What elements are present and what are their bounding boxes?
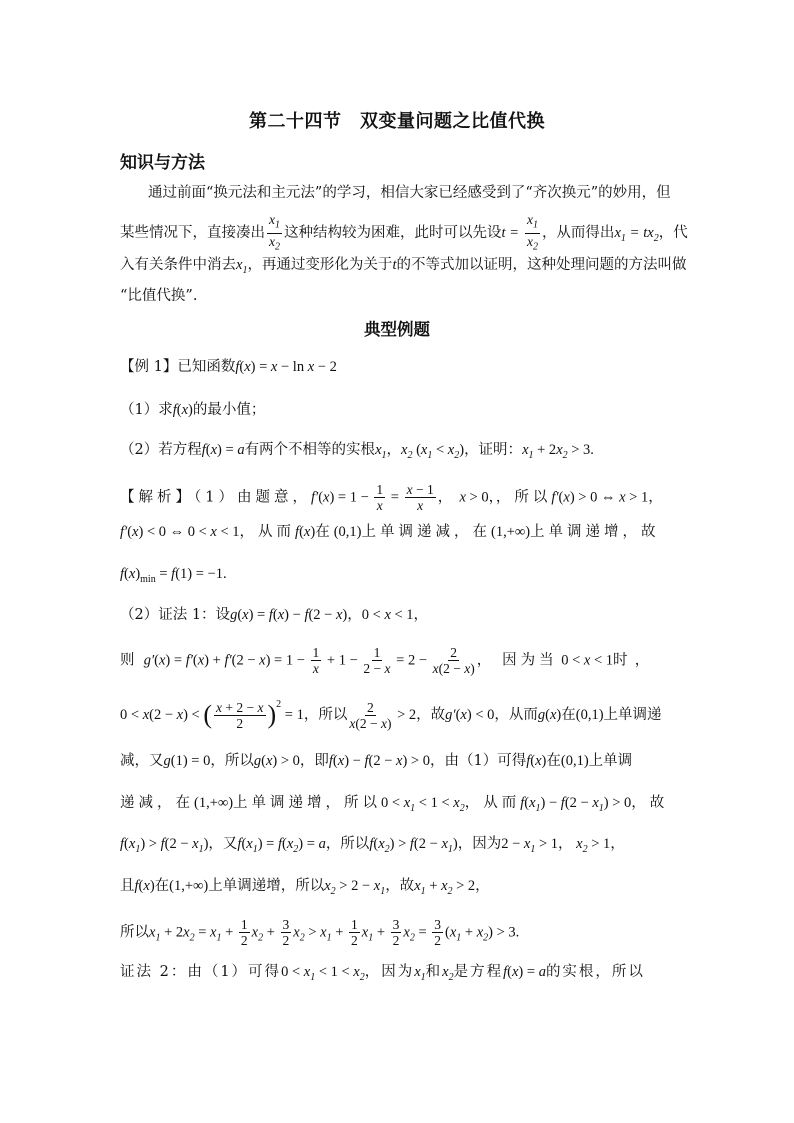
section-heading: 知识与方法 [120, 153, 205, 173]
proof-1-inequality: 0 < x(2 − x) < ( $\frac{x + 2 - x}{2}$ )$^2$ = 1，所以 $\frac{2}{x(2 - x)}$ > 2，故g′(x) < 0，从而g(x)在(0,1)上单调递 [120, 699, 662, 731]
example-1-stem: 【例 1】已知函数f(x) = x − ln x − 2 [120, 359, 337, 375]
solution-line-2: f′(x) < 0 ⇔ 0 < x < 1，从而f(x)在(0,1)上单调递减，在(1,+∞)上单调递增，故 [120, 524, 660, 540]
proof-1-derivative: 则 g′(x) = f′(x) + f′(2 − x) = 1 − $\frac{1}{x}$ + 1 − $\frac{1}{2 - x}$ = 2 − $\frac{2}{x(2 - x)}$ ， 因为当 0 < x < 1时 ， [120, 645, 650, 676]
proof-1-line-9: 减，又g(1) = 0，所以g(x) > 0，即f(x) − f(2 − x) > 0，由（1）可得f(x)在(0,1)上单调 [120, 753, 633, 769]
page-title: 第二十四节 双变量问题之比值代换 [249, 111, 545, 132]
solution-line-1: 【解析】（1）由题意，f′(x) = 1 − $\frac{1}{x}$ = $\frac{x - 1}{x}$ ， x > 0，，所以f′(x) > 0 ⇔ x > 1， [120, 482, 663, 513]
proof-2-start: 证法 2：由（1）可得$0 < x_1 < 1 < x_2$，因为$x_1$和$x_2$是方程f(x) = a的实根，所以 [120, 964, 645, 983]
solution-min-value: $f(x)_{min} = f(1) = -1$. [120, 566, 227, 585]
proof-1-line-11: $f(x_1) > f(2 - x_1)$，又$f(x_1) = f(x_2) = a$，所以$f(x_2) > f(2 - x_1)$，因为$2 - x_1 > 1$， $x_2 > 1$， [120, 836, 625, 855]
intro-line-4: “比值代换”. [120, 288, 198, 304]
intro-line-2: 某些情况下，直接凑出 $\frac{x_1}{x_2}$ 这种结构较为困难，此时可以先设t = $\frac{x_1}{x_2}$ ，从而得出$x_1 = tx_2$，代 [120, 212, 688, 253]
question-2: （2）若方程f(x) = a有两个不相等的实根$x_1$，$x_2$ $(x_1 < x_2)$，证明：$x_1 + 2x_2 > 3$. [120, 442, 594, 461]
proof-1-conclusion: 所以$x_1 + 2x_2 = x_1$ + $\frac{1}{2}$ $x_2$ + $\frac{3}{2}$ $x_2 > x_1$ + $\frac{1}{2}$ $x_1$ + $\frac{3}{2}$ $x_2$ = $\frac{3}{2}$ $(x_1 + x_2) > 3$. [120, 917, 520, 948]
intro-line-3: 入有关条件中消去$x_1$，再通过变形化为关于t的不等式加以证明，这种处理问题的方法叫做 [120, 257, 687, 276]
proof-1-line-12: 且f(x)在(1,+∞)上单调递增，所以$x_2 > 2 - x_1$，故$x_1 + x_2 > 2$， [120, 878, 490, 897]
intro-line-1: 通过前面“换元法和主元法”的学习，相信大家已经感受到了“齐次换元”的妙用，但 [148, 185, 671, 201]
examples-heading: 典型例题 [364, 320, 430, 339]
proof-1-line-10: 递减，在(1,+∞)上单调递增，所以$0 < x_1 < 1 < x_2$，从而$f(x_1) - f(2 - x_1) > 0$，故 [120, 795, 669, 814]
proof-1-setup: （2）证法 1：设g(x) = f(x) − f(2 − x)，0 < x < 1， [120, 607, 429, 623]
question-1: （1）求f(x)的最小值； [120, 402, 266, 418]
